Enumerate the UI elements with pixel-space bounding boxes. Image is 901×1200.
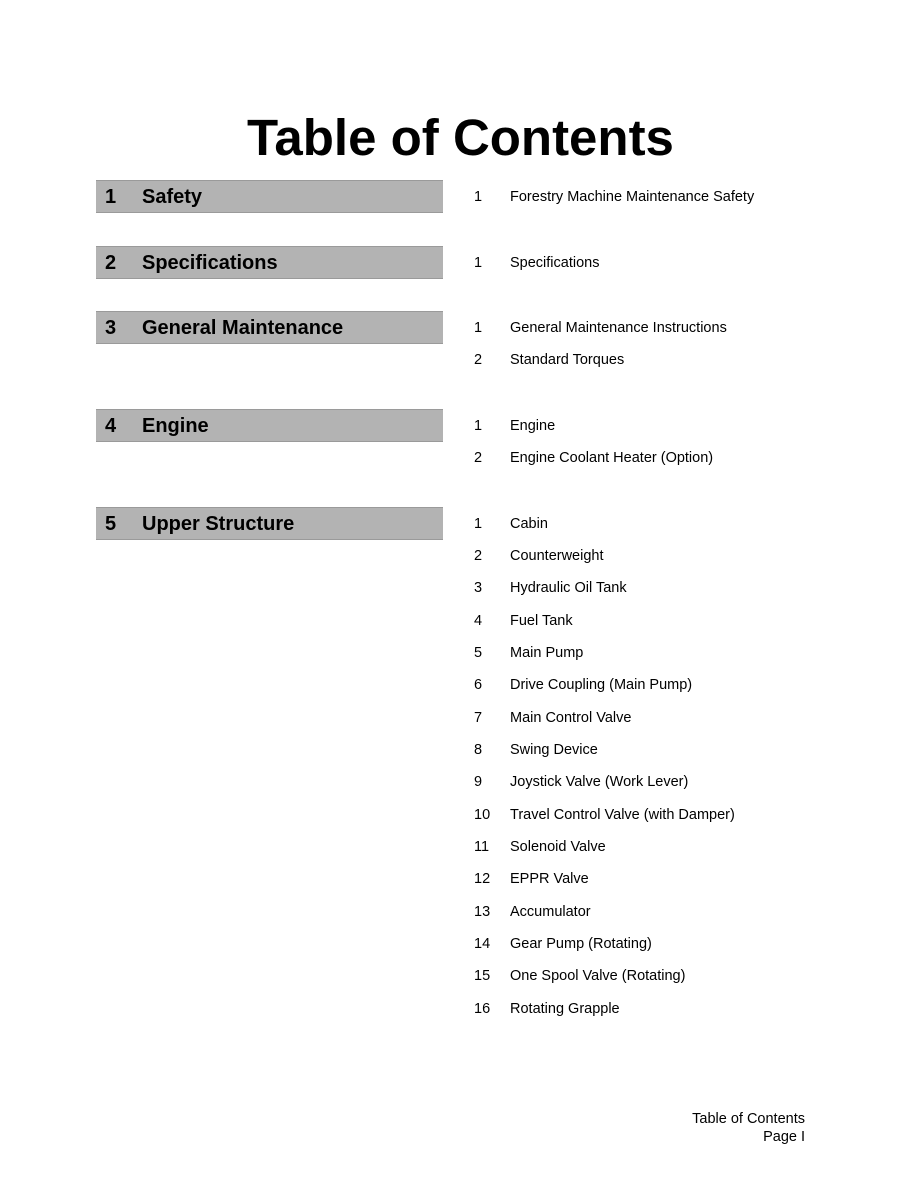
toc-entry[interactable] [474,864,834,896]
entry-title: Fuel Tank [510,612,573,629]
section-number: 4 [105,414,117,437]
toc-entry[interactable] [474,928,834,960]
entry-title: General Maintenance Instructions [510,319,727,336]
entry-number: 2 [474,352,483,369]
entry-title: Accumulator [510,903,591,920]
entry-title: Specifications [510,254,600,271]
entry-title: Cabin [510,515,548,532]
entry-title: Engine [510,417,556,434]
toc-entry[interactable] [474,702,834,734]
toc-entry[interactable] [474,344,834,376]
footer-page-number: Page I [763,1129,805,1145]
toc-entries-engine [474,410,834,475]
section-number: 5 [105,512,117,535]
toc-entry[interactable] [474,799,834,831]
toc-entry[interactable] [474,573,834,605]
entry-number: 2 [474,548,483,565]
entry-number: 4 [474,612,483,629]
section-number: 3 [105,316,117,339]
entry-number: 2 [474,450,483,467]
entry-number: 1 [474,417,483,434]
toc-entry[interactable] [474,670,834,702]
toc-entry[interactable] [474,442,834,474]
page-title: Table of Contents [247,109,674,167]
entry-number: 5 [474,645,483,662]
footer-document-title: Table of Contents [692,1111,805,1127]
toc-section-general-maintenance[interactable] [96,311,443,344]
section-header-band [96,311,443,344]
entry-title: Gear Pump (Rotating) [510,936,652,953]
entry-number: 10 [474,806,491,823]
toc-section-upper-structure[interactable] [96,507,443,540]
toc-entry[interactable] [474,312,834,344]
entry-number: 1 [474,188,483,205]
toc-entry[interactable] [474,993,834,1025]
entry-number: 6 [474,677,483,694]
toc-entries-general-maintenance [474,312,834,377]
section-title: Engine [142,414,209,437]
section-header-band [96,507,443,540]
entry-title: Main Control Valve [510,709,632,726]
toc-entry[interactable] [474,896,834,928]
toc-entry[interactable] [474,961,834,993]
section-number: 1 [105,185,117,208]
entry-number: 15 [474,968,491,985]
entry-title: Solenoid Valve [510,839,606,856]
entry-number: 13 [474,903,491,920]
entry-number: 14 [474,936,491,953]
entry-number: 8 [474,742,483,759]
toc-entry[interactable] [474,831,834,863]
toc-section-specifications[interactable] [96,246,443,279]
entry-number: 1 [474,254,483,271]
entry-number: 7 [474,709,483,726]
entry-number: 11 [474,839,490,856]
entry-title: Travel Control Valve (with Damper) [510,806,735,823]
section-title: Upper Structure [142,512,295,535]
section-title: Safety [142,185,203,208]
entry-number: 12 [474,871,491,888]
toc-entry[interactable] [474,247,834,279]
entry-title: Rotating Grapple [510,1000,620,1017]
entry-title: Main Pump [510,645,584,662]
toc-entry[interactable] [474,605,834,637]
entry-number: 1 [474,319,483,336]
toc-entry[interactable] [474,767,834,799]
toc-entry[interactable] [474,181,834,213]
toc-entry[interactable] [474,637,834,669]
page-footer [692,1110,805,1146]
entry-title: Hydraulic Oil Tank [510,580,627,597]
toc-section-engine[interactable] [96,409,443,442]
toc-entries-specifications [474,247,834,279]
entry-title: Swing Device [510,742,598,759]
entry-title: Engine Coolant Heater (Option) [510,450,714,467]
entry-number: 9 [474,774,483,791]
entry-title: Forestry Machine Maintenance Safety [510,188,755,205]
entry-title: Joystick Valve (Work Lever) [510,774,689,791]
entry-title: Counterweight [510,548,604,565]
section-number: 2 [105,251,117,274]
section-header-band [96,180,443,213]
section-title: Specifications [142,251,278,274]
toc-entry[interactable] [474,508,834,540]
section-header-band [96,409,443,442]
toc-entry[interactable] [474,540,834,572]
entry-number: 3 [474,580,483,597]
toc-entry[interactable] [474,410,834,442]
toc-entries-safety [474,181,834,213]
toc-section-safety[interactable] [96,180,443,213]
entry-title: Drive Coupling (Main Pump) [510,677,693,694]
entry-number: 16 [474,1000,491,1017]
entry-number: 1 [474,515,483,532]
section-title: General Maintenance [142,316,344,339]
toc-entry[interactable] [474,734,834,766]
entry-title: Standard Torques [510,352,625,369]
section-header-band [96,246,443,279]
entry-title: One Spool Valve (Rotating) [510,968,686,985]
entry-title: EPPR Valve [510,871,589,888]
toc-entries-upper-structure [474,508,834,1026]
